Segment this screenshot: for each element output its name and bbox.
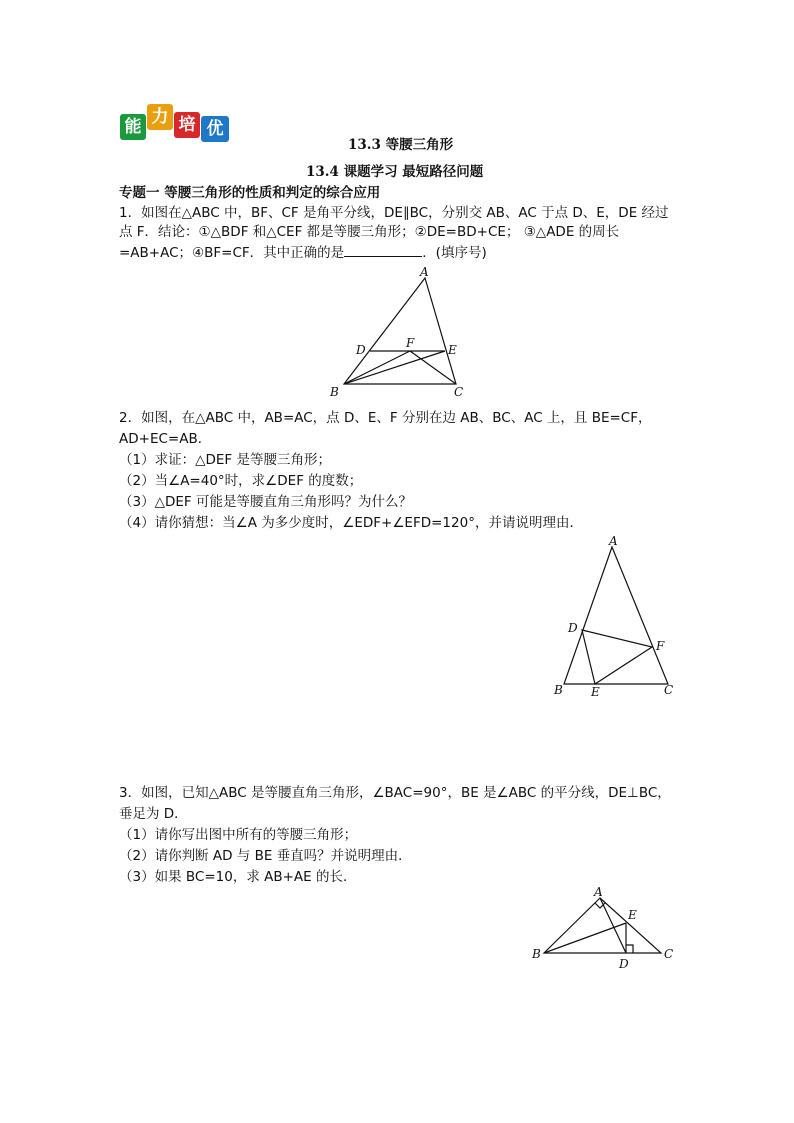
q1-label-a: A <box>420 265 429 279</box>
q3-sub-1: （1）请你写出图中所有的等腰三角形； <box>119 827 358 843</box>
q2-sub-1: （1）求证：△DEF 是等腰三角形； <box>119 452 331 468</box>
q2-label-f: F <box>656 639 665 653</box>
q1-line-1: 1．如图在△ABC 中，BF、CF 是角平分线，DE∥BC，分别交 AB、AC 于点 D、E，DE 经过 <box>119 205 669 221</box>
page-subtitle: 13.4 课题学习 最短路径问题 <box>306 164 484 180</box>
q3-label-b: B <box>532 947 541 961</box>
topic-heading: 专题一 等腰三角形的性质和判定的综合应用 <box>119 185 381 201</box>
q2-label-a: A <box>609 534 618 548</box>
q1-label-d: D <box>356 343 366 357</box>
q3-line-1: 3．如图，已知△ABC 是等腰直角三角形，∠BAC=90°，BE 是∠ABC 的平分线，DE⊥BC， <box>119 785 671 801</box>
q1-label-b: B <box>330 385 339 399</box>
logo-char-4: 优 <box>201 116 229 142</box>
q2-triangle-abc <box>564 547 668 684</box>
q2-label-e: E <box>591 685 600 699</box>
brand-logo <box>120 104 232 144</box>
q3-segment-ad <box>600 898 626 953</box>
answer-blank <box>344 242 422 257</box>
q1-triangle-abc <box>344 278 456 384</box>
logo-char-1: 能 <box>120 114 146 140</box>
q3-sub-2: （2）请你判断 AD 与 BE 垂直吗？并说明理由． <box>119 848 412 864</box>
q2-label-d: D <box>568 621 578 635</box>
q1-figure <box>320 262 480 402</box>
q1-label-e: E <box>448 343 457 357</box>
q2-line-2: AD+EC=AB． <box>119 431 212 447</box>
q3-figure <box>528 882 684 972</box>
q3-label-d: D <box>619 957 629 971</box>
q3-label-e: E <box>628 908 637 922</box>
logo-char-2: 力 <box>147 104 173 130</box>
page-title: 13.3 等腰三角形 <box>348 137 454 153</box>
q2-label-c: C <box>664 683 674 697</box>
q2-line-1: 2．如图，在△ABC 中，AB=AC，点 D、E、F 分别在边 AB、BC、AC 上，且 BE=CF， <box>119 410 652 426</box>
q1-label-c: C <box>454 385 464 399</box>
logo-char-3: 培 <box>174 112 200 138</box>
q1-segment-bf <box>344 351 410 384</box>
q3-right-angle-d <box>626 945 633 953</box>
q3-label-a: A <box>594 885 603 899</box>
q3-label-c: C <box>664 947 674 961</box>
q1-label-f: F <box>406 336 415 350</box>
q1-line-3-tail: ．(填序号) <box>422 245 487 261</box>
q2-sub-2: （2）当∠A=40°时，求∠DEF 的度数； <box>119 473 363 489</box>
q2-label-b: B <box>554 683 563 697</box>
q1-line-3 <box>119 242 487 264</box>
q1-line-3-text: =AB+AC；④BF=CF．其中正确的是 <box>119 245 345 261</box>
q2-sub-4: （4）请你猜想：当∠A 为多少度时，∠EDF+∠EFD=120°，并请说明理由． <box>119 515 583 531</box>
q3-sub-3: （3）如果 BC=10，求 AB+AE 的长． <box>119 869 357 885</box>
q2-sub-3: （3）△DEF 可能是等腰直角三角形吗？为什么？ <box>119 494 412 510</box>
q2-triangle-def <box>582 630 652 684</box>
q3-line-2: 垂足为 D． <box>119 806 188 822</box>
q2-figure <box>548 532 684 702</box>
q1-line-2: 点 F．结论：①△BDF 和△CEF 都是等腰三角形；②DE=BD+CE； ③△ADE 的周长 <box>119 224 620 240</box>
